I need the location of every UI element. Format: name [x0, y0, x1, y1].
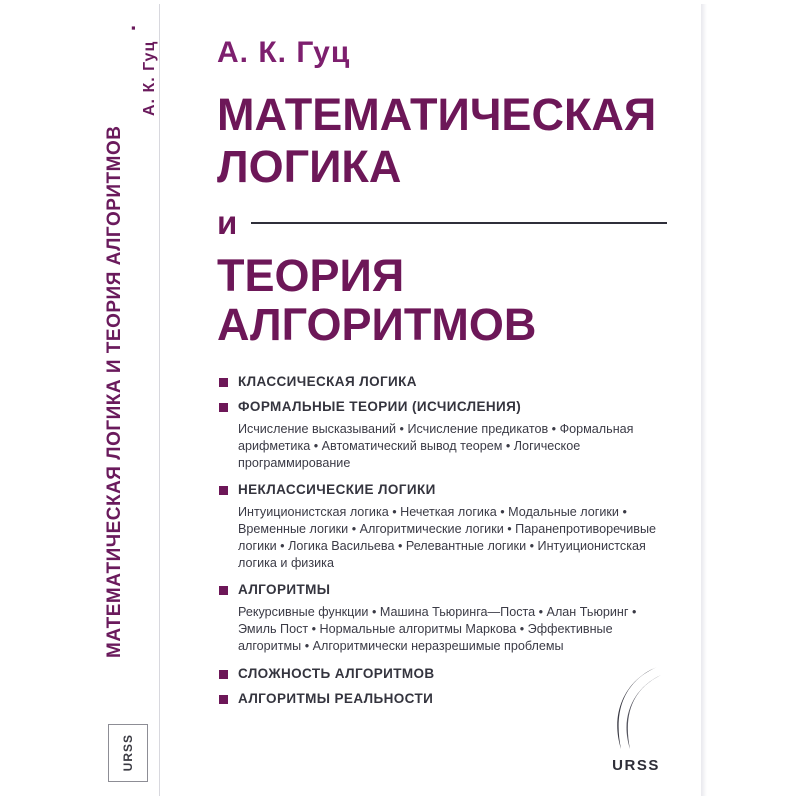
list-item — [219, 374, 667, 389]
contents-heading: НЕКЛАССИЧЕСКИЕ ЛОГИКИ — [238, 482, 436, 498]
spine-author: А. К. Гуц — [141, 40, 158, 116]
bullet-square-icon — [219, 378, 228, 387]
title-conjunction-row — [217, 204, 667, 242]
title-line-2: ЛОГИКА — [217, 140, 402, 192]
cover-edge-shadow — [701, 4, 707, 796]
title-line-1: МАТЕМАТИЧЕСКАЯ — [217, 89, 657, 140]
contents-list — [219, 374, 667, 705]
list-item — [219, 582, 667, 597]
contents-heading: СЛОЖНОСТЬ АЛГОРИТМОВ — [238, 665, 435, 681]
contents-heading: АЛГОРИТМЫ РЕАЛЬНОСТИ — [238, 690, 434, 706]
spine-title: МАТЕМАТИЧЕСКАЯ ЛОГИКА И ТЕОРИЯ АЛГОРИТМОВ — [104, 125, 125, 658]
horizontal-rule — [251, 222, 667, 224]
bullet-square-icon — [219, 586, 228, 595]
book-spine — [96, 4, 160, 796]
title-line-4: АЛГОРИТМОВ — [217, 299, 537, 351]
contents-detail: Исчисление высказываний • Исчисление предикатов • Формальная арифметика • Автоматический вывод теорем • Логическое программирование — [238, 422, 634, 470]
contents-heading: КЛАССИЧЕСКАЯ ЛОГИКА — [238, 374, 417, 390]
contents-detail: Рекурсивные функции • Машина Тьюринга—Поста • Алан Тьюринг • Эмиль Пост • Нормальные алгоритмы Маркова • Эффективные алгоритмы • Алгоритмически неразрешимые проблемы — [238, 605, 637, 653]
contents-heading: ФОРМАЛЬНЫЕ ТЕОРИИ (ИСЧИСЛЕНИЯ) — [238, 399, 522, 415]
list-item — [219, 399, 667, 414]
cover-front-face — [161, 4, 701, 796]
title-conjunction: и — [217, 203, 238, 241]
urss-swoosh-icon — [605, 665, 667, 751]
contents-heading: АЛГОРИТМЫ — [238, 582, 331, 598]
publisher-logo — [597, 665, 675, 774]
list-item — [219, 482, 667, 497]
spine-publisher-badge — [108, 724, 148, 782]
spine-publisher-label: URSS — [121, 734, 135, 772]
bullet-square-icon — [219, 403, 228, 412]
bullet-square-icon — [219, 486, 228, 495]
author-name: А. К. Гуц — [217, 36, 351, 69]
contents-detail: Интуиционистская логика • Нечеткая логика • Модальные логики • Временные логики • Алгоритмические логики • Паранепротиворечивые логики • Логика Васильева • Релевантные логики • Интуиционистская логика и физика — [238, 505, 657, 570]
title-line-3: ТЕОРИЯ — [217, 249, 405, 301]
spine-bullet-icon: ▪ — [126, 21, 141, 37]
spine-text-stack — [96, 18, 159, 778]
publisher-name: URSS — [612, 757, 660, 774]
bullet-square-icon — [219, 670, 228, 679]
bullet-square-icon — [219, 695, 228, 704]
